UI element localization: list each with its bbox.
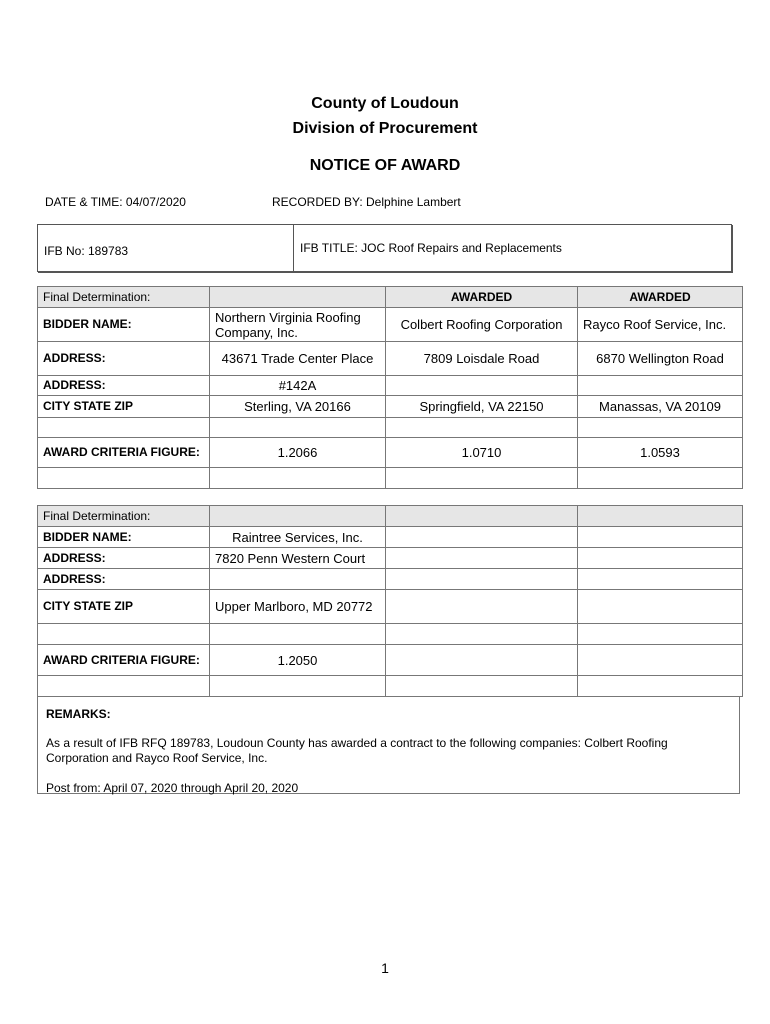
table-row: [38, 376, 743, 396]
table-row: [38, 645, 743, 676]
address-label: ADDRESS:: [38, 548, 210, 569]
empty-cell: [578, 624, 743, 645]
award-figure: 1.2050: [210, 645, 386, 676]
ifb-box: [37, 224, 732, 272]
division-title: Division of Procurement: [292, 120, 478, 137]
empty-cell: [210, 676, 386, 697]
award-figure: 1.0710: [386, 438, 578, 468]
table-row: [38, 624, 743, 645]
table-row: [38, 308, 743, 342]
table-row: [38, 676, 743, 697]
bidder-name: Rayco Roof Service, Inc.: [578, 308, 743, 342]
empty-cell: [386, 590, 578, 624]
award-figure: 1.0593: [578, 438, 743, 468]
remarks-body: As a result of IFB RFQ 189783, Loudoun County has awarded a contract to the following companies: Colbert Roofing Corporation and Rayco Roof Service, Inc.: [46, 736, 668, 765]
empty-cell: [578, 506, 743, 527]
bidder-name: Raintree Services, Inc.: [210, 527, 386, 548]
table-row: [38, 569, 743, 590]
empty-cell: [578, 676, 743, 697]
bidder-city-state-zip: Springfield, VA 22150: [386, 396, 578, 418]
table-row: [38, 287, 743, 308]
bid-table-1: [37, 286, 743, 489]
table-row: [38, 342, 743, 376]
bidder-address: 43671 Trade Center Place: [210, 342, 386, 376]
empty-cell: [386, 468, 578, 489]
empty-cell: [386, 548, 578, 569]
empty-cell: [210, 287, 386, 308]
empty-cell: [210, 468, 386, 489]
remarks-title-text: REMARKS: [46, 707, 107, 721]
table-row: [38, 396, 743, 418]
bid-table-2: [37, 505, 743, 697]
bidder-address: 7809 Loisdale Road: [386, 342, 578, 376]
table-row: [38, 418, 743, 438]
bidder-name: Northern Virginia Roofing Company, Inc.: [210, 308, 386, 342]
empty-cell: [578, 548, 743, 569]
page-number: 1: [381, 960, 389, 976]
city-state-zip-label: CITY STATE ZIP: [38, 590, 210, 624]
empty-cell: [386, 645, 578, 676]
bidder-name-label: BIDDER NAME:: [38, 527, 210, 548]
award-criteria-label: AWARD CRITERIA FIGURE:: [38, 438, 210, 468]
bidder-address: 7820 Penn Western Court: [210, 548, 386, 569]
empty-cell: [38, 468, 210, 489]
empty-cell: [386, 624, 578, 645]
empty-cell: [386, 506, 578, 527]
table-row: [38, 590, 743, 624]
final-determination-label: Final Determination:: [38, 287, 210, 308]
award-figure: 1.2066: [210, 438, 386, 468]
bidder-address-2: #142A: [210, 376, 386, 396]
empty-cell: [578, 590, 743, 624]
empty-cell: [38, 676, 210, 697]
address-label: ADDRESS:: [38, 342, 210, 376]
bidder-city-state-zip: Sterling, VA 20166: [210, 396, 386, 418]
remarks-box: [37, 697, 740, 794]
empty-cell: [578, 418, 743, 438]
empty-cell: [210, 506, 386, 527]
ifb-number-cell: [38, 225, 294, 271]
bidder-address: 6870 Wellington Road: [578, 342, 743, 376]
address-label: ADDRESS:: [38, 569, 210, 590]
table-row: [38, 527, 743, 548]
award-criteria-label: AWARD CRITERIA FIGURE:: [38, 645, 210, 676]
county-title: County of Loudoun: [311, 95, 459, 112]
bidder-address-2: [386, 376, 578, 396]
remarks-title: REMARKS:: [46, 707, 111, 721]
empty-cell: [578, 527, 743, 548]
empty-cell: [386, 527, 578, 548]
ifb-number: IFB No: 189783: [44, 244, 129, 258]
bidder-city-state-zip: Manassas, VA 20109: [578, 396, 743, 418]
awarded-label: AWARDED: [386, 287, 578, 308]
post-dates: Post from: April 07, 2020 through April 20, 2020: [46, 781, 299, 795]
table-row: [38, 506, 743, 527]
empty-cell: [386, 676, 578, 697]
empty-cell: [578, 468, 743, 489]
bidder-name: Colbert Roofing Corporation: [386, 308, 578, 342]
empty-cell: [386, 569, 578, 590]
city-state-zip-label: CITY STATE ZIP: [38, 396, 210, 418]
table-row: [38, 468, 743, 489]
notice-title: NOTICE OF AWARD: [309, 157, 461, 174]
empty-cell: [38, 624, 210, 645]
table-row: [38, 548, 743, 569]
empty-cell: [386, 418, 578, 438]
bidder-address-2: [578, 376, 743, 396]
bidder-name-label: BIDDER NAME:: [38, 308, 210, 342]
bidder-city-state-zip: Upper Marlboro, MD 20772: [210, 590, 386, 624]
date-time: DATE & TIME: 04/07/2020: [45, 195, 186, 209]
empty-cell: [210, 624, 386, 645]
ifb-title-cell: [294, 225, 731, 271]
address-label: ADDRESS:: [38, 376, 210, 396]
empty-cell: [38, 418, 210, 438]
ifb-title: IFB TITLE: JOC Roof Repairs and Replacements: [300, 241, 562, 255]
empty-cell: [578, 569, 743, 590]
awarded-label: AWARDED: [578, 287, 743, 308]
recorded-by: RECORDED BY: Delphine Lambert: [272, 195, 461, 209]
final-determination-label: Final Determination:: [38, 506, 210, 527]
empty-cell: [578, 645, 743, 676]
empty-cell: [210, 418, 386, 438]
bidder-address-2: [210, 569, 386, 590]
table-row: [38, 438, 743, 468]
